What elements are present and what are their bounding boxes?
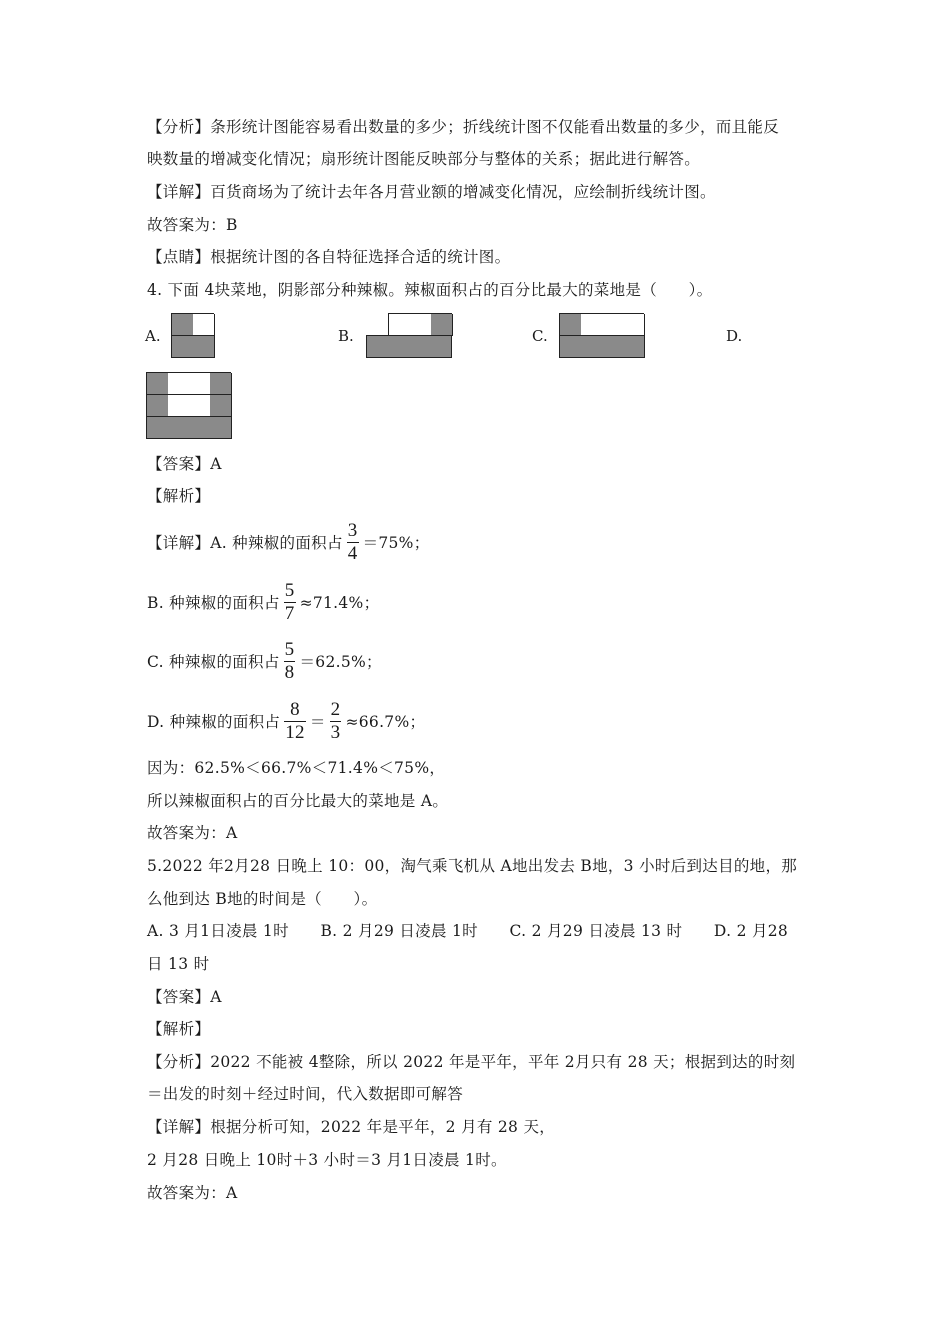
detail-a-result: ＝75%； xyxy=(362,533,430,552)
plot-a-grid xyxy=(171,313,214,358)
detail-5-line-2: 2 月28 日晚上 10时＋3 小时＝3 月1日凌晨 1时。 xyxy=(147,1151,507,1169)
plot-b-cell xyxy=(431,314,453,336)
fraction-b xyxy=(284,580,296,625)
plot-d-cell xyxy=(189,373,211,395)
plot-d-cell xyxy=(147,395,169,417)
detail-d-text: D. 种辣椒的面积占 xyxy=(147,712,281,731)
plot-c-cell xyxy=(560,336,582,358)
detail-d xyxy=(147,699,425,744)
fraction-numerator: 8 xyxy=(290,699,300,720)
plot-b-cell xyxy=(410,314,432,336)
fraction-denominator: 4 xyxy=(347,543,358,564)
plot-d-grid xyxy=(146,372,231,439)
detail-line: 【详解】百货商场为了统计去年各月营业额的增减变化情况，应绘制折线统计图。 xyxy=(147,183,716,201)
plot-c-cell xyxy=(623,336,645,358)
detail-b-text: B. 种辣椒的面积占 xyxy=(147,593,280,612)
answer-label-4: 【答案】A xyxy=(147,455,222,473)
question-5-options: A. 3 月1日凌晨 1时 B. 2 月29 日凌晨 1时 C. 2 月29 日凌晨 13 时 D. 2 月28 xyxy=(147,922,789,940)
detail-b xyxy=(147,580,379,625)
question-5-line-1: 5.2022 年2月28 日晚上 10：00，淘气乘飞机从 A地出发去 B地，3 小时后到达目的地，那 xyxy=(147,857,798,875)
fraction-denominator: 12 xyxy=(285,722,305,743)
plot-c-cell xyxy=(602,314,624,336)
plot-a-cell xyxy=(172,336,194,358)
plot-d-cell xyxy=(189,417,211,439)
detail-d-equals: ＝ xyxy=(309,712,326,731)
comment-line: 【点睛】根据统计图的各自特征选择合适的统计图。 xyxy=(147,248,511,266)
fraction-d1 xyxy=(284,699,306,744)
fraction-denominator: 8 xyxy=(284,662,295,683)
fraction-denominator: 7 xyxy=(284,603,295,624)
analysis-5-line-1: 【分析】2022 不能被 4整除，所以 2022 年是平年，平年 2月只有 28 天；根据到达的时刻 xyxy=(147,1053,796,1071)
detail-b-result: ≈71.4%； xyxy=(299,593,380,612)
plot-d-cell xyxy=(168,395,190,417)
fraction-c xyxy=(284,639,296,684)
plot-a-cell xyxy=(193,336,215,358)
analysis-label-5: 【解析】 xyxy=(147,1020,211,1038)
plot-d-cell xyxy=(168,373,190,395)
plot-c-cell xyxy=(623,314,645,336)
plot-a-cell xyxy=(172,314,194,336)
fraction-a xyxy=(347,520,359,565)
detail-c-result: ＝62.5%； xyxy=(299,652,382,671)
detail-a-text: 【详解】A. 种辣椒的面积占 xyxy=(147,533,343,552)
fraction-numerator: 5 xyxy=(284,580,295,601)
plot-b-cell xyxy=(409,336,431,358)
question-4: 4. 下面 4块菜地，阴影部分种辣椒。辣椒面积占的百分比最大的菜地是（ ）。 xyxy=(147,281,713,299)
question-5-options-cont: 日 13 时 xyxy=(147,955,210,973)
plot-c-grid xyxy=(559,313,644,358)
detail-5-line-1: 【详解】根据分析可知，2022 年是平年，2 月有 28 天， xyxy=(147,1118,556,1136)
option-b-label: B. xyxy=(338,327,354,345)
answer-label-5: 【答案】A xyxy=(147,988,222,1006)
plot-b-cell xyxy=(430,336,452,358)
plot-c-cell xyxy=(581,314,603,336)
plot-d-cell xyxy=(147,373,169,395)
plot-a-cell xyxy=(193,314,215,336)
analysis-line-1: 【分析】条形统计图能容易看出数量的多少；折线统计图不仅能看出数量的多少，而且能反 xyxy=(147,118,780,136)
option-a-label: A. xyxy=(145,327,161,345)
analysis-line-2: 映数量的增减变化情况；扇形统计图能反映部分与整体的关系；据此进行解答。 xyxy=(147,150,701,168)
analysis-label-4: 【解析】 xyxy=(147,487,211,505)
answer-line-3: 故答案为：B xyxy=(147,216,238,234)
plot-b-cell xyxy=(389,314,411,336)
final-answer-5: 故答案为：A xyxy=(147,1184,238,1202)
plot-d-cell xyxy=(168,417,190,439)
comparison-line: 因为：62.5%＜66.7%＜71.4%＜75%， xyxy=(147,759,446,777)
detail-a xyxy=(147,520,430,565)
final-answer-4: 故答案为：A xyxy=(147,824,238,842)
fraction-d2 xyxy=(330,699,342,744)
plot-c-cell xyxy=(581,336,603,358)
detail-d-result: ≈66.7%； xyxy=(345,712,426,731)
option-d-label: D. xyxy=(726,327,743,345)
fraction-numerator: 2 xyxy=(330,699,341,720)
plot-d-cell xyxy=(189,395,211,417)
detail-c xyxy=(147,639,382,684)
question-5-line-2: 么他到达 B地的时间是（ ）。 xyxy=(147,890,378,908)
fraction-denominator: 3 xyxy=(330,722,341,743)
detail-c-text: C. 种辣椒的面积占 xyxy=(147,652,280,671)
option-c-label: C. xyxy=(532,327,548,345)
plot-b-cell xyxy=(367,336,389,358)
plot-c-cell xyxy=(602,336,624,358)
plot-b-cell xyxy=(388,336,410,358)
conclusion-line: 所以辣椒面积占的百分比最大的菜地是 A。 xyxy=(147,792,449,810)
fraction-numerator: 5 xyxy=(284,639,295,660)
plot-d-cell xyxy=(210,417,232,439)
plot-d-cell xyxy=(147,417,169,439)
plot-d-cell xyxy=(210,395,232,417)
plot-d-cell xyxy=(210,373,232,395)
plot-c-cell xyxy=(560,314,582,336)
fraction-numerator: 3 xyxy=(347,520,358,541)
analysis-5-line-2: ＝出发的时刻＋经过时间，代入数据即可解答 xyxy=(147,1085,464,1103)
